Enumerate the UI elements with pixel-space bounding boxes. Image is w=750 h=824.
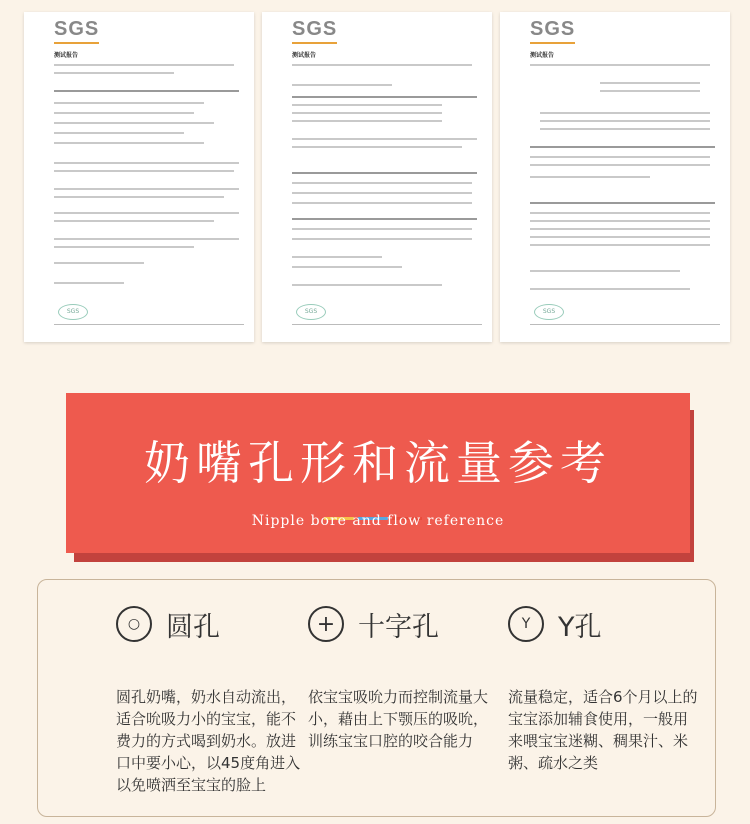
sgs-stamp: SGS bbox=[296, 304, 326, 320]
sgs-logo: SGS bbox=[292, 18, 338, 40]
banner-subtitle: Nipple bore and flow reference bbox=[251, 513, 505, 529]
test-report-3 bbox=[500, 12, 730, 342]
y-hole-desc: 流量稳定，适合6个月以上的宝宝添加辅食使用，一般用来喂宝宝迷糊、稠果汁、米粥、疏水之类 bbox=[508, 688, 698, 772]
section-banner bbox=[66, 393, 690, 553]
y-hole-column bbox=[508, 604, 698, 774]
banner-title: 奶嘴孔形和流量参考 bbox=[144, 436, 612, 490]
round-hole-desc: 圆孔奶嘴，奶水自动流出，适合吮吸力小的宝宝，能不费力的方式喝到奶水。放进口中要小心，以45度角进入以免喷洒至宝宝的脸上 bbox=[116, 688, 301, 794]
round-hole-icon: ○ bbox=[116, 606, 152, 642]
report-title: 测试报告 bbox=[292, 52, 317, 59]
report-title: 测试报告 bbox=[54, 52, 79, 59]
nipple-types-panel bbox=[37, 579, 716, 817]
sgs-logo: SGS bbox=[54, 18, 100, 40]
sgs-logo: SGS bbox=[530, 18, 576, 40]
cross-hole-column bbox=[308, 604, 498, 752]
y-hole-label: Y孔 bbox=[558, 611, 602, 643]
cross-hole-desc: 依宝宝吸吮力而控制流量大小，藉由上下颚压的吸吮，训练宝宝口腔的咬合能力 bbox=[308, 688, 489, 750]
round-hole-label: 圆孔 bbox=[166, 611, 220, 643]
test-report-1 bbox=[24, 12, 254, 342]
accent-bars bbox=[324, 505, 464, 508]
test-report-2 bbox=[262, 12, 492, 342]
test-reports bbox=[0, 0, 750, 360]
y-hole-icon: Y bbox=[508, 606, 544, 642]
sgs-stamp: SGS bbox=[58, 304, 88, 320]
round-hole-column bbox=[116, 604, 306, 796]
cross-hole-icon: + bbox=[308, 606, 344, 642]
sgs-stamp: SGS bbox=[534, 304, 564, 320]
cross-hole-label: 十字孔 bbox=[358, 611, 439, 643]
report-title: 测试报告 bbox=[530, 52, 555, 59]
